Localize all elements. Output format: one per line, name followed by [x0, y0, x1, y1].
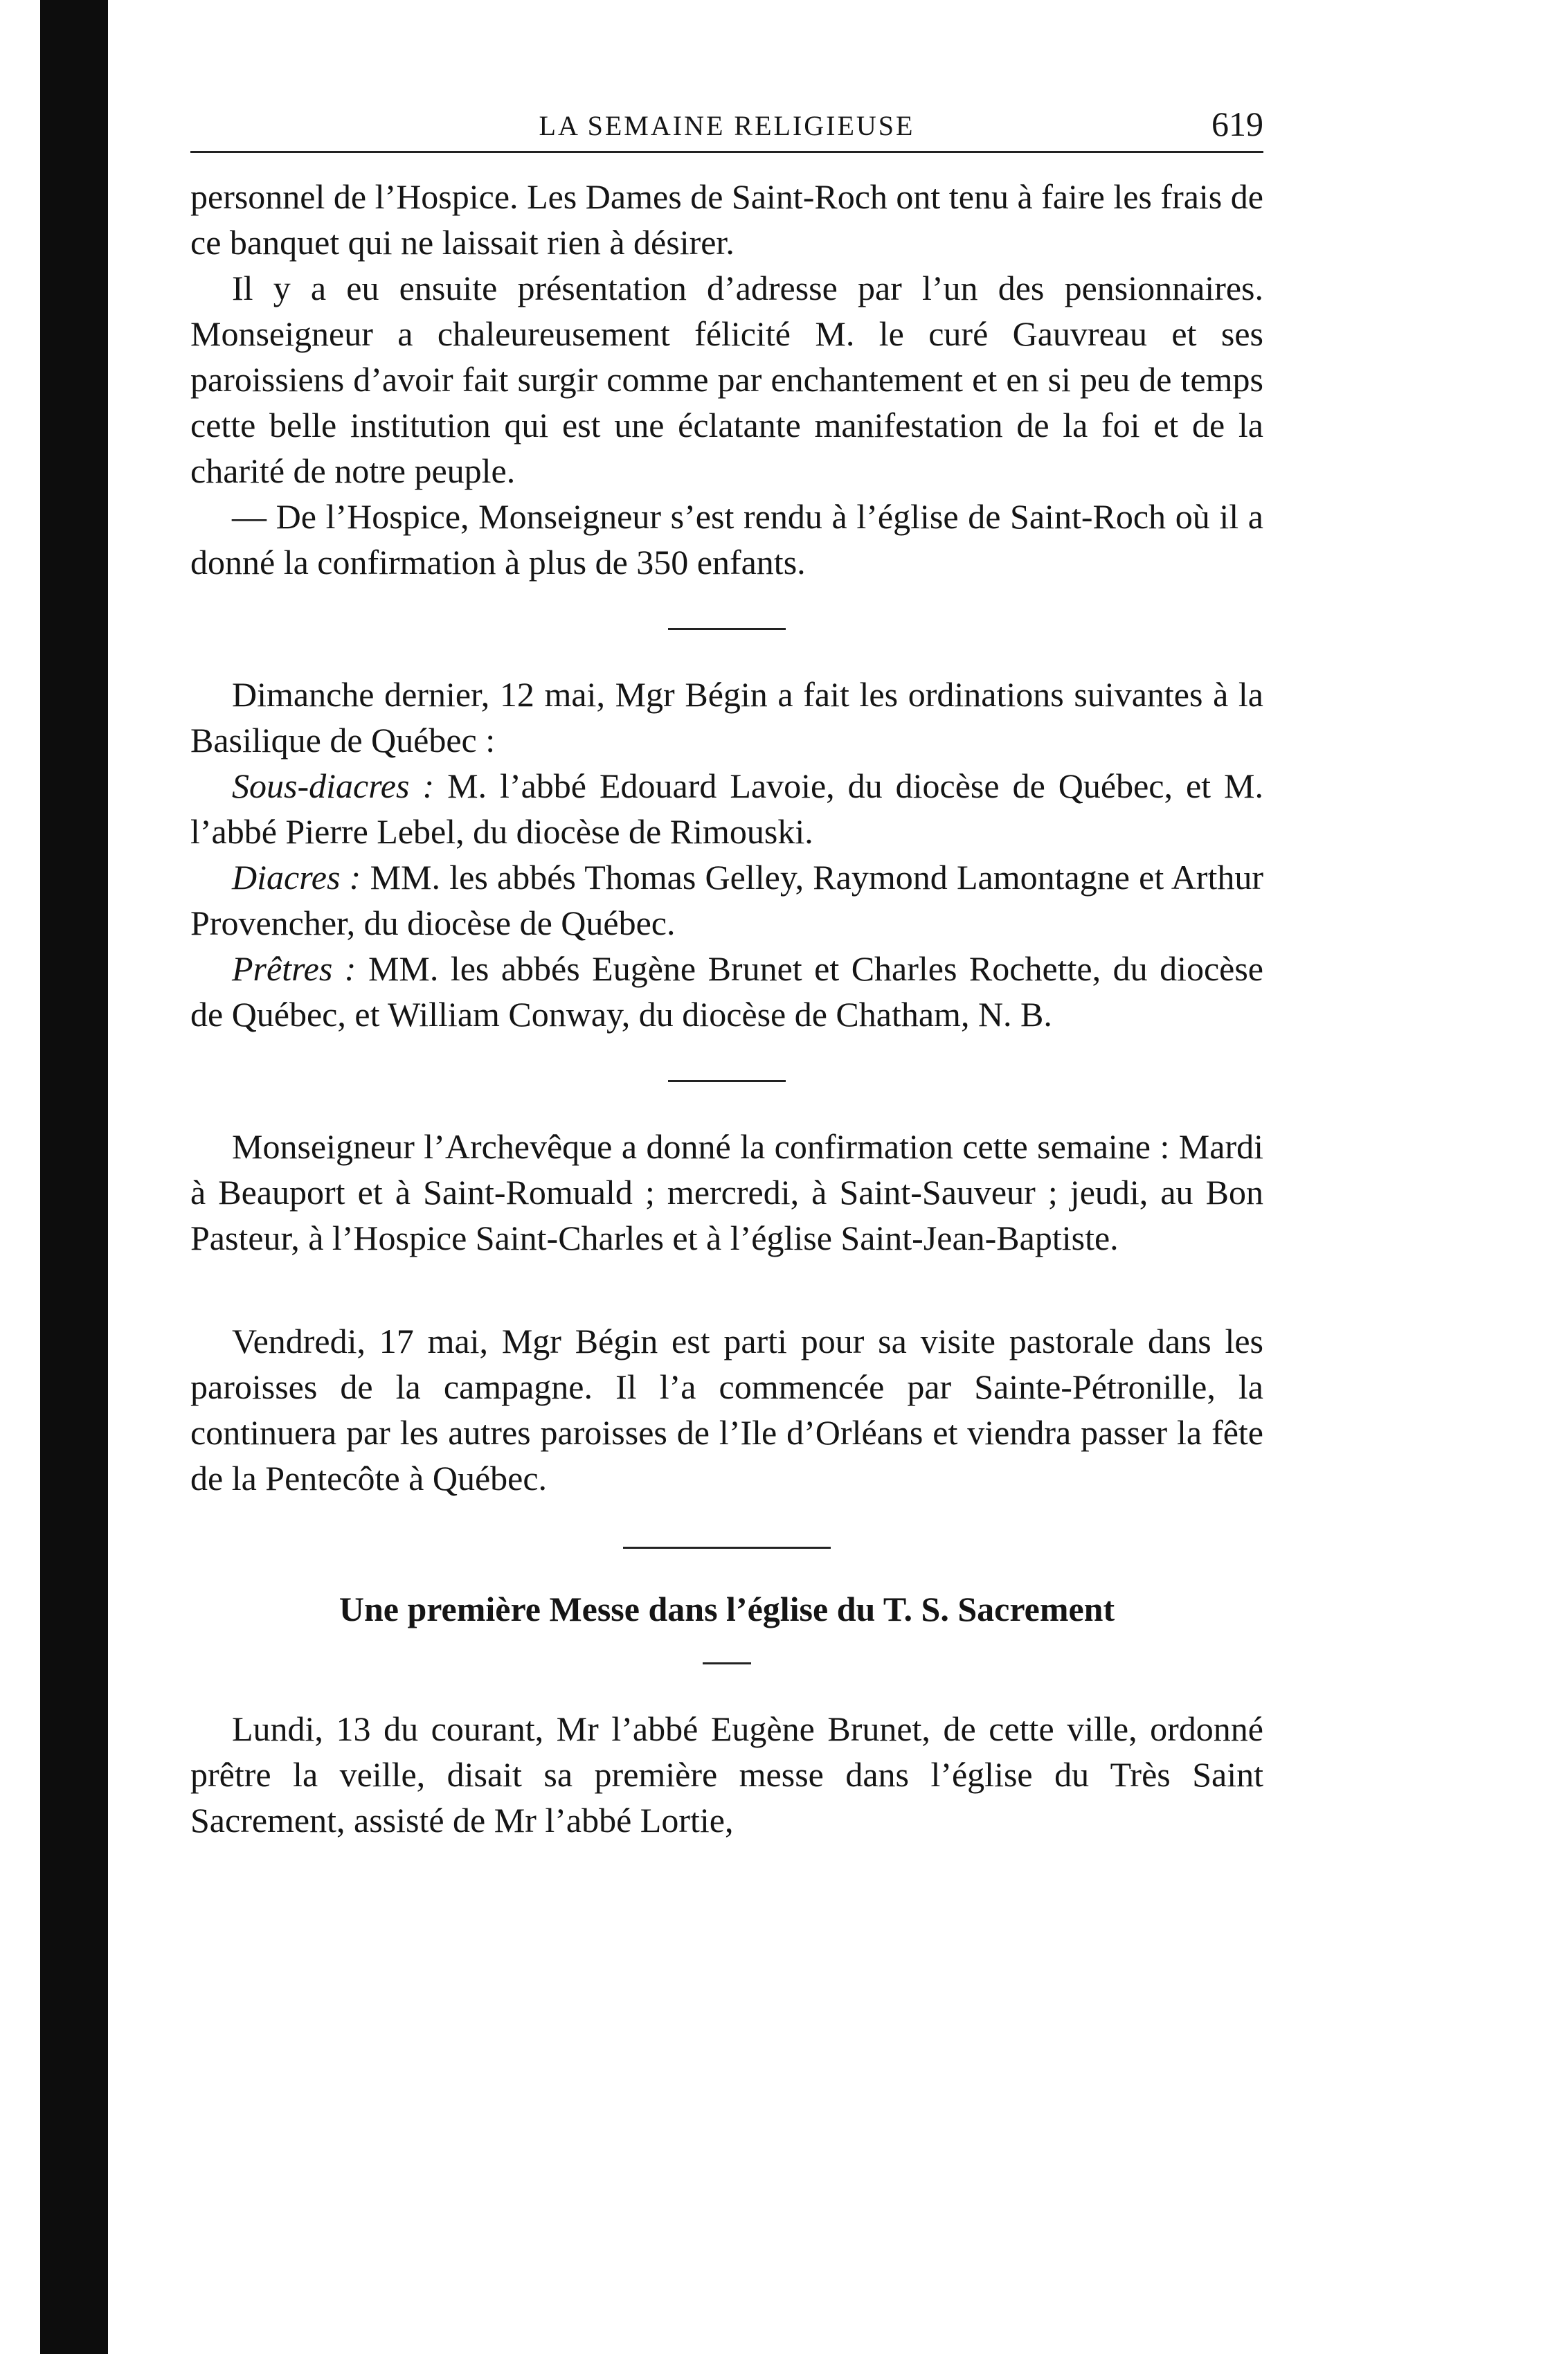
page-number: 619	[1211, 105, 1263, 143]
binding-edge	[40, 0, 108, 2354]
section-divider	[668, 628, 786, 630]
heading-divider	[703, 1662, 751, 1664]
article-heading: Une première Messe dans l’église du T. S. Sacrement	[339, 1590, 1115, 1628]
running-title: LA SEMAINE RELIGIEUSE	[539, 110, 915, 141]
page	[190, 104, 1263, 1843]
body-text	[190, 174, 1263, 1843]
section-divider	[668, 1080, 786, 1082]
paragraph-saint-roch: — De l’Hospice, Monseigneur s’est rendu à l’église de Saint-Roch où il a donné la confirmation à plus de 350 enfants.	[190, 497, 1263, 582]
label-sous-diacres: Sous-diacres :	[232, 766, 435, 805]
paragraph-adresse: Il y a eu ensuite présentation d’adresse par l’un des pensionnaires. Monseigneur a chaleureusement félicité M. le curé Gauvreau et ses paroissiens d’avoir fait surgir comme par enchantement et en si peu de temps cette belle institution qui est une éclatante manifestation de la foi et de la charité de notre peuple.	[190, 269, 1263, 490]
section-divider	[623, 1547, 831, 1549]
paragraph-ordinations-intro: Dimanche dernier, 12 mai, Mgr Bégin a fait les ordinations suivantes à la Basilique de Québec :	[190, 675, 1263, 760]
paragraph-pretres	[190, 946, 1263, 1037]
paragraph-visite-pastorale: Vendredi, 17 mai, Mgr Bégin est parti pour sa visite pastorale dans les paroisses de la campagne. Il l’a commencée par Sainte-Pétronille, la continuera par les autres paroisses de l’Ile d’Orléans et viendra passer la fête de la Pentecôte à Québec.	[190, 1322, 1263, 1498]
label-diacres: Diacres :	[232, 858, 361, 897]
running-head	[190, 104, 1263, 147]
paragraph-confirmation: Monseigneur l’Archevêque a donné la confirmation cette semaine : Mardi à Beauport et à Saint-Romuald ; mercredi, à Saint-Sauveur ; jeudi, au Bon Pasteur, à l’Hospice Saint-Charles et à l’église Saint-Jean-Baptiste.	[190, 1127, 1263, 1257]
paragraph-hospice-continued: personnel de l’Hospice. Les Dames de Saint-Roch ont tenu à faire les frais de ce banquet qui ne laissait rien à désirer.	[190, 177, 1263, 262]
text-diacres: MM. les abbés Thomas Gelley, Raymond Lamontagne et Arthur Provencher, du diocèse de Québec.	[190, 858, 1263, 942]
text-pretres: MM. les abbés Eugène Brunet et Charles Rochette, du diocèse de Québec, et William Conway, du diocèse de Chatham, N. B.	[190, 949, 1263, 1034]
label-pretres: Prêtres :	[232, 949, 357, 988]
paragraph-sous-diacres	[190, 763, 1263, 854]
paragraph-premiere-messe: Lundi, 13 du courant, Mr l’abbé Eugène Brunet, de cette ville, ordonné prêtre la veille, disait sa première messe dans l’église du Très Saint Sacrement, assisté de Mr l’abbé Lortie,	[190, 1709, 1263, 1840]
paragraph-diacres	[190, 854, 1263, 946]
text-sous-diacres: M. l’abbé Edouard Lavoie, du diocèse de Québec, et M. l’abbé Pierre Lebel, du diocèse de Rimouski.	[190, 766, 1263, 851]
header-rule	[190, 151, 1263, 153]
